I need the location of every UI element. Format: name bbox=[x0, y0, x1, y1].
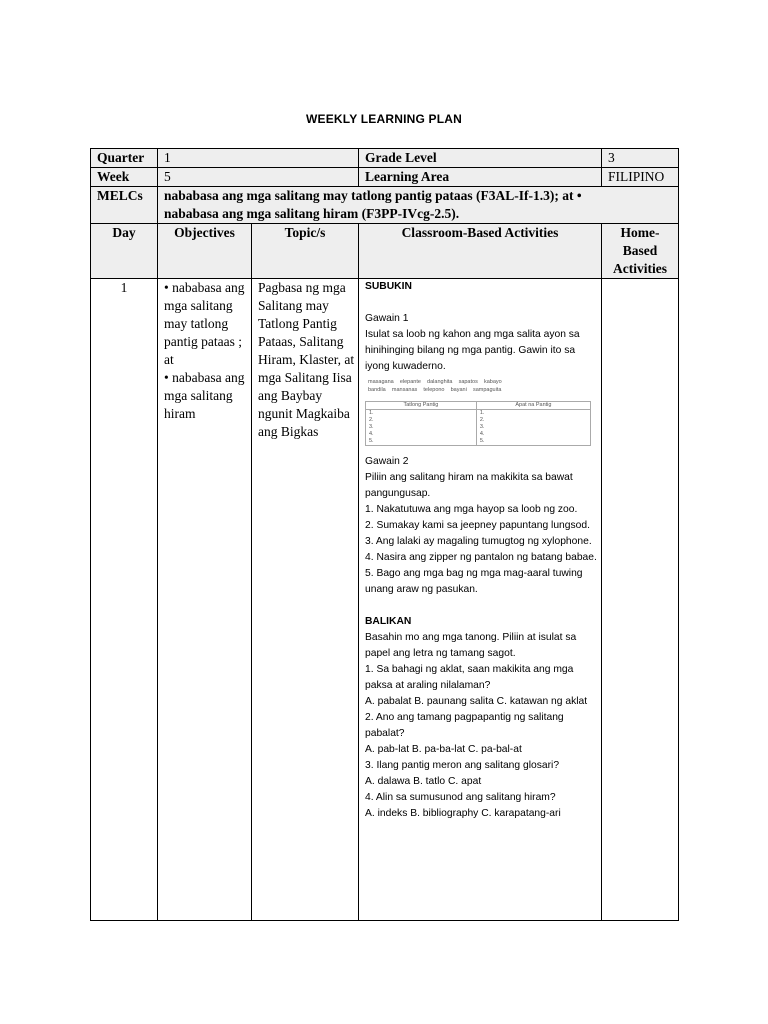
topic-cell: Pagbasa ng mga Salitang may Tatlong Pantig Pataas, Salitang Hiram, Klaster, at mga Salitang Iisa ang Baybay ngunit Magkaiba ang Bigkas bbox=[252, 279, 359, 921]
header-topic: Topic/s bbox=[252, 224, 359, 279]
word-cell: masagana elepante dalanghita sapatos kabayo bandila mansanas telepono bayani sampaguita bbox=[368, 379, 502, 393]
quarter-value: 1 bbox=[158, 149, 359, 168]
gawain2-item: 2. Sumakay kami sa jeepney papuntang lungsod. bbox=[365, 520, 590, 531]
melcs-value bbox=[158, 187, 679, 224]
weekly-plan-table bbox=[90, 148, 679, 921]
objective-item: • nababasa ang mga salitang may tatlong pantig pataas ; at bbox=[164, 280, 245, 367]
header-objectives: Objectives bbox=[158, 224, 252, 279]
balikan-item: 4. Alin sa sumusunod ang salitang hiram? bbox=[365, 792, 556, 803]
classroom-activities-cell bbox=[359, 279, 602, 921]
balikan-item: A. dalawa B. tatlo C. apat bbox=[365, 776, 482, 787]
balikan-item: A. indeks B. bibliography C. karapatang-ari bbox=[365, 808, 561, 819]
home-activities-cell bbox=[602, 279, 679, 921]
gawain2-item: 1. Nakatutuwa ang mga hayop sa loob ng zoo. bbox=[365, 504, 578, 515]
gawain2-item: 5. Bago ang mga bag ng mga mag-aaral tuwing unang araw ng pasukan. bbox=[365, 568, 583, 595]
header-day: Day bbox=[91, 224, 158, 279]
header-home-activities: Home-Based Activities bbox=[602, 224, 679, 279]
gawain1-title: Gawain 1 bbox=[365, 313, 409, 324]
day-row bbox=[91, 279, 679, 921]
syllable-col-4: 1. 2. 3. 4. 5. bbox=[476, 410, 590, 446]
word-bank-table bbox=[365, 377, 591, 395]
melcs-row bbox=[91, 187, 679, 224]
grade-level-label: Grade Level bbox=[359, 149, 602, 168]
header-row bbox=[91, 224, 679, 279]
week-label: Week bbox=[91, 168, 158, 187]
week-row bbox=[91, 168, 679, 187]
melcs-label: MELCs bbox=[91, 187, 158, 224]
header-classroom-activities: Classroom-Based Activities bbox=[359, 224, 602, 279]
quarter-label: Quarter bbox=[91, 149, 158, 168]
syllable-header-4: Apat na Pantig bbox=[476, 402, 590, 410]
gawain1-instructions: Isulat sa loob ng kahon ang mga salita ayon sa hinihinging bilang ng mga pantig. Gawin ito sa iyong kuwaderno. bbox=[365, 329, 580, 372]
melcs-line-2: nababasa ang mga salitang hiram (F3PP-IVcg-2.5). bbox=[164, 206, 460, 221]
balikan-item: 2. Ano ang tamang pagpapantig ng salitang pabalat? bbox=[365, 712, 564, 739]
quarter-row bbox=[91, 149, 679, 168]
balikan-item: A. pabalat B. paunang salita C. katawan ng aklat bbox=[365, 696, 588, 707]
subukin-heading: SUBUKIN bbox=[365, 281, 412, 292]
week-value: 5 bbox=[158, 168, 359, 187]
balikan-heading: BALIKAN bbox=[365, 616, 412, 627]
grade-level-value: 3 bbox=[602, 149, 679, 168]
gawain2-item: 3. Ang lalaki ay magaling tumugtog ng xylophone. bbox=[365, 536, 592, 547]
learning-area-value: FILIPINO bbox=[602, 168, 679, 187]
balikan-item: 3. Ilang pantig meron ang salitang glosari? bbox=[365, 760, 560, 771]
melcs-line-1: nababasa ang mga salitang may tatlong pantig pataas (F3AL-If-1.3); at • bbox=[164, 188, 582, 203]
objective-item: • nababasa ang mga salitang hiram bbox=[164, 370, 245, 421]
balikan-item: A. pab-lat B. pa-ba-lat C. pa-bal-at bbox=[365, 744, 522, 755]
syllable-table bbox=[365, 401, 591, 446]
objectives-cell bbox=[158, 279, 252, 921]
syllable-col-3: 1. 2. 3. 4. 5. bbox=[366, 410, 477, 446]
day-number: 1 bbox=[91, 279, 158, 921]
learning-area-label: Learning Area bbox=[359, 168, 602, 187]
balikan-instructions: Basahin mo ang mga tanong. Piliin at isulat sa papel ang letra ng tamang sagot. bbox=[365, 632, 577, 659]
gawain2-instructions: Piliin ang salitang hiram na makikita sa bawat pangungusap. bbox=[365, 472, 573, 499]
gawain2-title: Gawain 2 bbox=[365, 456, 409, 467]
gawain2-item: 4. Nasira ang zipper ng pantalon ng batang babae. bbox=[365, 552, 597, 563]
page-title: WEEKLY LEARNING PLAN bbox=[305, 112, 462, 126]
syllable-header-3: Tatlong Pantig bbox=[366, 402, 477, 410]
balikan-item: 1. Sa bahagi ng aklat, saan makikita ang mga paksa at araling nilalaman? bbox=[365, 664, 574, 691]
